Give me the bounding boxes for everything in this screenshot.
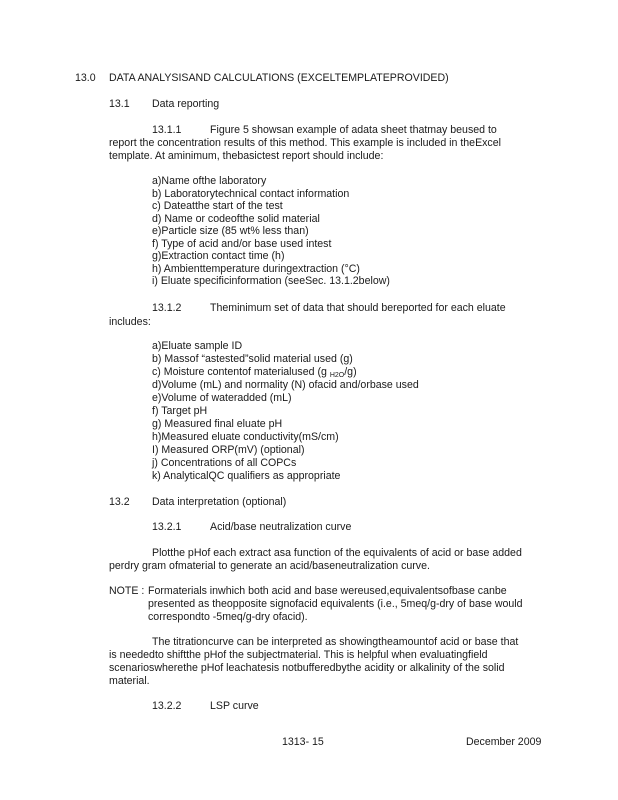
- list-item: h) Ambienttemperature duringextraction (°C): [152, 262, 360, 275]
- section-number: 13.1.1: [152, 124, 182, 136]
- list-item: a)Name ofthe laboratory: [152, 175, 267, 187]
- list-item: e)Particle size (85 wt% less than): [152, 225, 309, 237]
- paragraph-line: report the concentration results of this method. This example is included in theExcel: [109, 137, 501, 149]
- note-line: correspondto -5meq/g-dry ofacid).: [148, 611, 308, 623]
- paragraph-line: template. At aminimum, thebasictest report should include:: [109, 150, 384, 162]
- list-item: f) Target pH: [152, 405, 208, 417]
- subscript: H2O: [329, 372, 345, 379]
- section-title: LSP curve: [210, 700, 259, 712]
- section-title: Data interpretation (optional): [152, 496, 287, 508]
- paragraph-line: is neededto shiftthe pHof the subjectmaterial. This is helpful when evaluatingfield: [109, 649, 488, 661]
- list-item: f) Type of acid and/or base used intest: [152, 237, 332, 250]
- paragraph-line: material.: [109, 675, 150, 687]
- page-number: 1313- 15: [282, 736, 324, 748]
- list-item: j) Concentrations of all COPCs: [152, 457, 297, 469]
- paragraph-line: Figure 5 showsan example of adata sheet thatmay beused to: [210, 124, 497, 136]
- list-item: g)Extraction contact time (h): [152, 250, 285, 262]
- paragraph-line: Plotthe pHof each extract asa function of the equivalents of acid or base added: [152, 547, 522, 559]
- paragraph-line: includes:: [109, 316, 151, 328]
- list-item-text: /g): [344, 366, 357, 378]
- section-title: DATA ANALYSISAND CALCULATIONS (EXCELTEMPLATEPROVIDED): [109, 72, 449, 84]
- list-item: d) Name or codeofthe solid material: [152, 212, 320, 225]
- section-number: 13.0: [75, 72, 96, 84]
- list-item: i) Eluate specificinformation (seeSec. 13.1.2below): [152, 275, 390, 287]
- list-item: g) Measured final eluate pH: [152, 418, 283, 430]
- paragraph-line: The titrationcurve can be interpreted as showingtheamountof acid or base that: [152, 636, 519, 648]
- section-title: Acid/base neutralization curve: [210, 521, 352, 533]
- section-number: 13.2: [109, 496, 130, 508]
- paragraph-line: Theminimum set of data that should bereported for each eluate: [210, 302, 506, 314]
- section-title: Data reporting: [152, 98, 220, 110]
- footer-date: December 2009: [466, 736, 542, 748]
- list-item: h)Measured eluate conductivity(mS/cm): [152, 431, 339, 443]
- section-number: 13.2.1: [152, 521, 182, 533]
- note-line: presented as theopposite signofacid equivalents (i.e., 5meq/g-dry of base would: [148, 598, 523, 610]
- list-item: e)Volume of wateradded (mL): [152, 392, 292, 404]
- section-number: 13.1: [109, 98, 130, 110]
- list-item-text: c) Moisture contentof materialused (g: [152, 366, 330, 378]
- list-item: d)Volume (mL) and normality (N) ofacid and/orbase used: [152, 379, 419, 391]
- list-item: b) Laboratorytechnical contact information: [152, 187, 350, 200]
- section-number: 13.2.2: [152, 700, 182, 712]
- list-item: c) Dateatthe start of the test: [152, 200, 283, 212]
- paragraph-line: perdry gram ofmaterial to generate an acid/baseneutralization curve.: [109, 560, 430, 572]
- list-item: I) Measured ORP(mV) (optional): [152, 444, 305, 456]
- note-line: Formaterials inwhich both acid and base wereused,equivalentsofbase canbe: [148, 585, 507, 597]
- list-item: k) AnalyticalQC qualifiers as appropriate: [152, 470, 341, 482]
- section-number: 13.1.2: [152, 302, 182, 314]
- list-item: b) Massof “astested”solid material used (g): [152, 353, 353, 365]
- paragraph-line: scenarioswherethe pHof leachatesis notbufferedbythe acidity or alkalinity of the solid: [109, 662, 505, 674]
- list-item: a)Eluate sample ID: [152, 340, 243, 352]
- note-label: NOTE :: [109, 585, 145, 597]
